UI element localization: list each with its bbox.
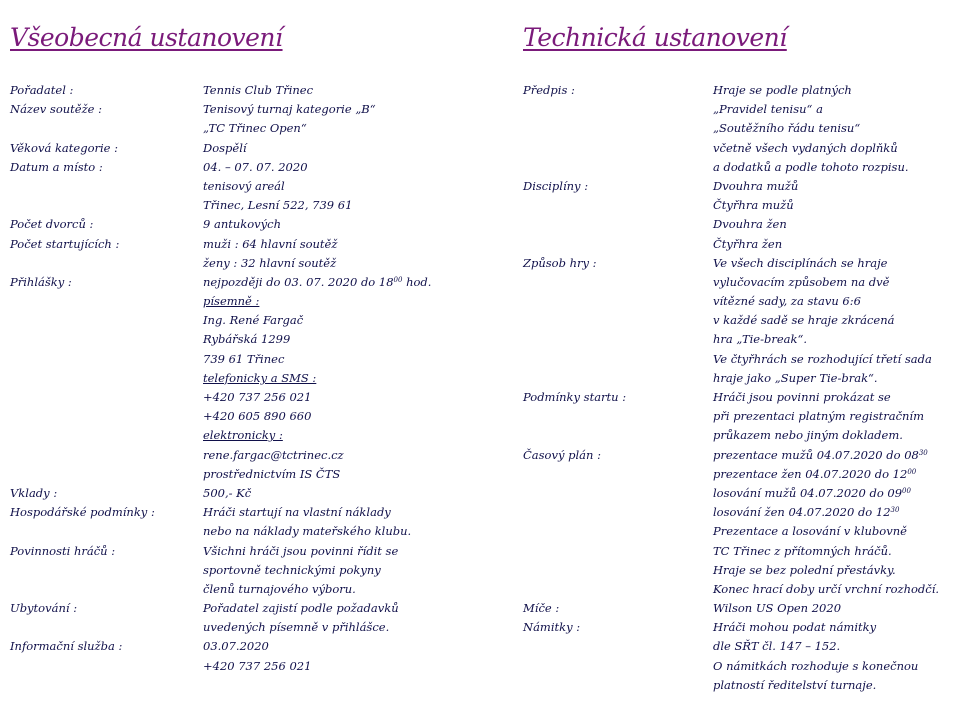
- entry-label: Informační služba :: [10, 639, 123, 654]
- entry-label: Disciplíny :: [523, 178, 589, 193]
- entry-value-text: Dospělí: [203, 140, 247, 155]
- entry-line: [10, 235, 480, 254]
- entry-value-text: Ing. René Fargač: [203, 313, 304, 328]
- entry-value: [203, 446, 344, 465]
- entry-value: [713, 254, 887, 273]
- entry-value-text: platností ředitelství turnaje.: [713, 677, 877, 692]
- entry-line: [10, 426, 480, 445]
- entry-value: [713, 618, 876, 637]
- entry-value: [203, 177, 285, 196]
- entry-value: [203, 657, 311, 676]
- entry-label: Podmínky startu :: [523, 390, 627, 404]
- entry-value: [713, 446, 928, 465]
- entry-value: [713, 522, 907, 541]
- entry-value-text: telefonicky a SMS :: [203, 370, 317, 385]
- entry-value-text: O námitkách rozhoduje s konečnou: [713, 658, 919, 673]
- entry-line: [523, 196, 953, 215]
- entry-line: [10, 369, 480, 388]
- entry-line: [523, 503, 953, 522]
- entry-value-text: prezentace žen 04.07.2020 do 12: [713, 466, 908, 481]
- entry-line: [523, 273, 953, 292]
- entry-line: [10, 292, 480, 311]
- entry-value-text: Wilson US Open 2020: [713, 601, 842, 616]
- entry-value-text: Ve čtyřhrách se rozhodující třetí sada: [713, 351, 932, 366]
- entry-value: [203, 311, 303, 330]
- entry-value: [203, 503, 391, 522]
- entry-value: [203, 350, 284, 369]
- entry-line: [10, 100, 480, 119]
- entry-value: [713, 369, 878, 388]
- entry-value-text: „Soutěžního řádu tenisu“: [713, 121, 861, 136]
- entry-line: [10, 522, 480, 541]
- contact-method-heading: [203, 426, 283, 445]
- entry-value-text: tenisový areál: [203, 178, 285, 193]
- entry-value-text: Dvouhra žen: [713, 217, 787, 232]
- entry-label: Míče :: [523, 601, 560, 616]
- entry-value: [203, 542, 398, 561]
- entry-line: [523, 542, 953, 561]
- entry-value-text: vylučovacím způsobem na dvě: [713, 274, 890, 289]
- entry-line: [10, 215, 480, 234]
- entry-label: Vklady :: [10, 485, 58, 500]
- entry-value: [713, 292, 861, 311]
- entry-value-text: +420 737 256 021: [203, 390, 312, 404]
- entry-value: [713, 119, 860, 138]
- entry-value: [713, 465, 916, 484]
- entry-line: [523, 177, 953, 196]
- entry-line: [523, 369, 953, 388]
- entry-value-text: Hraje se bez polední přestávky.: [713, 562, 896, 577]
- entry-value: [713, 177, 798, 196]
- entry-label: Hospodářské podmínky :: [10, 505, 155, 520]
- entry-value: [713, 407, 924, 426]
- entry-line: [523, 465, 953, 484]
- entry-value: [713, 350, 932, 369]
- entry-line: [523, 350, 953, 369]
- entry-value-text: „Pravidel tenisu“ a: [713, 102, 823, 117]
- entry-value-text: uvedených písemně v přihlášce.: [203, 620, 390, 635]
- entry-label: Povinnosti hráčů :: [10, 543, 116, 558]
- entry-label: Název soutěže :: [10, 102, 102, 117]
- entry-label: Pořadatel :: [10, 83, 74, 97]
- entry-line: [10, 119, 480, 138]
- entry-value: [203, 522, 411, 541]
- entry-value-text: Rybářská 1299: [203, 332, 291, 347]
- entry-line: [10, 254, 480, 273]
- entry-value: [713, 330, 807, 349]
- entry-value: [203, 580, 356, 599]
- entry-line: [523, 292, 953, 311]
- entry-line: [523, 81, 953, 100]
- entry-line: [523, 676, 953, 695]
- entry-value: [713, 676, 876, 695]
- entry-label: Námitky :: [523, 620, 581, 635]
- entry-value: [713, 503, 899, 522]
- entry-value-text: 500,- Kč: [203, 485, 252, 500]
- entry-value-text: 9 antukových: [203, 217, 281, 232]
- time-minutes: 30: [890, 506, 900, 515]
- entry-line: [523, 330, 953, 349]
- time-minutes: 00: [393, 275, 403, 284]
- time-minutes: 00: [907, 467, 917, 476]
- entry-value-text: losování mužů 04.07.2020 do 09: [713, 485, 903, 500]
- entry-line: [523, 311, 953, 330]
- entry-value: [203, 119, 307, 138]
- entry-value-text: Hráči jsou povinni prokázat se: [713, 390, 891, 404]
- entry-label: Předpis :: [523, 83, 575, 97]
- entry-value: [203, 215, 281, 234]
- entry-value-text: elektronicky :: [203, 428, 283, 443]
- entry-value-text: rene.fargac@tctrinec.cz: [203, 447, 344, 462]
- entry-value-text: muži : 64 hlavní soutěž: [203, 236, 338, 251]
- entry-value-text: Všichni hráči jsou povinni řídit se: [203, 543, 399, 558]
- entry-line: [10, 561, 480, 580]
- entry-line: [523, 254, 953, 273]
- entry-line: [10, 542, 480, 561]
- entry-line: [523, 407, 953, 426]
- entry-line: [10, 350, 480, 369]
- entry-line: [523, 388, 953, 407]
- entry-value-text: členů turnajového výboru.: [203, 581, 356, 596]
- entry-value: [713, 81, 852, 100]
- entry-value-text: sportovně technickými pokyny: [203, 562, 381, 577]
- entry-line: [10, 388, 480, 407]
- time-minutes: 30: [918, 448, 928, 457]
- entry-value-text: nejpozději do 03. 07. 2020 do 18: [203, 274, 394, 289]
- entry-value-text: při prezentaci platným registračním: [713, 409, 925, 424]
- entry-line: [10, 465, 480, 484]
- entry-value-text: 04. – 07. 07. 2020: [203, 159, 308, 174]
- entry-value: [203, 407, 311, 426]
- contact-method-heading: [203, 369, 316, 388]
- entry-value: [713, 158, 909, 177]
- contact-method-heading: [203, 292, 259, 311]
- entry-label: Časový plán :: [523, 447, 601, 462]
- entry-value: [713, 196, 794, 215]
- entry-value-text: Pořadatel zajistí podle požadavků: [203, 601, 399, 616]
- entry-line: [523, 119, 953, 138]
- entry-line: [523, 484, 953, 503]
- entry-line: [10, 177, 480, 196]
- entry-line: [10, 311, 480, 330]
- entry-line: [10, 484, 480, 503]
- entry-value: [203, 637, 269, 656]
- entry-line: [523, 426, 953, 445]
- entry-value-text: Hraje se podle platných: [713, 83, 852, 97]
- entry-value-text: „TC Třinec Open“: [203, 121, 307, 136]
- entry-line: [10, 618, 480, 637]
- entry-line: [10, 599, 480, 618]
- entry-value-text: 739 61 Třinec: [203, 351, 285, 366]
- entry-value: [203, 599, 399, 618]
- entry-value: [713, 388, 891, 407]
- entry-value-text: Hráči startují na vlastní náklady: [203, 505, 391, 520]
- entry-value: [203, 196, 352, 215]
- entry-line: [523, 235, 953, 254]
- general-provisions-heading: Všeobecná ustanovení: [10, 23, 283, 52]
- entry-value: [203, 273, 431, 292]
- entry-value: [203, 254, 336, 273]
- entry-value-text: Tennis Club Třinec: [203, 83, 314, 97]
- entry-value: [713, 273, 889, 292]
- entry-value: [203, 235, 337, 254]
- entry-value: [713, 561, 896, 580]
- entry-value: [713, 657, 918, 676]
- entry-value: [203, 561, 381, 580]
- entry-value: [713, 599, 841, 618]
- entry-line: [523, 637, 953, 656]
- entry-value-text: 03.07.2020: [203, 639, 269, 654]
- entry-value-text: a dodatků a podle tohoto rozpisu.: [713, 159, 909, 174]
- entry-label: Způsob hry :: [523, 255, 597, 270]
- entry-line: [10, 580, 480, 599]
- entry-line: [523, 446, 953, 465]
- entry-value: [203, 158, 308, 177]
- entry-value-text: +420 737 256 021: [203, 658, 312, 673]
- entry-line: [523, 618, 953, 637]
- entry-value-text: dle SŘT čl. 147 – 152.: [713, 639, 841, 654]
- entry-value: [713, 235, 782, 254]
- entry-value: [713, 139, 898, 158]
- entry-value: [203, 81, 313, 100]
- entry-value-text: včetně všech vydaných doplňků: [713, 140, 898, 155]
- entry-value: [203, 388, 311, 407]
- entry-value: [713, 580, 939, 599]
- entry-line: [10, 446, 480, 465]
- entry-line: [10, 637, 480, 656]
- entry-value: [203, 100, 376, 119]
- entry-line: [523, 580, 953, 599]
- technical-provisions-rows: [523, 81, 953, 695]
- time-minutes: 00: [902, 486, 911, 495]
- entry-value-text: průkazem nebo jiným dokladem.: [713, 428, 903, 443]
- entry-label: Počet dvorců :: [10, 217, 94, 232]
- entry-value-text: hraje jako „Super Tie-brak“.: [713, 370, 878, 385]
- entry-value: [203, 139, 247, 158]
- technical-provisions-heading: Technická ustanovení: [523, 23, 787, 52]
- entry-value-text: Prezentace a losování v klubovně: [713, 524, 907, 539]
- entry-label: Datum a místo :: [10, 159, 103, 174]
- entry-line: [523, 215, 953, 234]
- entry-line: [523, 561, 953, 580]
- entry-value-text: Konec hrací doby určí vrchní rozhodčí.: [713, 581, 940, 596]
- entry-value-text: Čtyřhra mužů: [713, 198, 794, 213]
- entry-value-text: prezentace mužů 04.07.2020 do 08: [713, 447, 919, 462]
- entry-value-text: hra „Tie-break“.: [713, 332, 808, 347]
- entry-value: [203, 465, 340, 484]
- entry-line: [523, 657, 953, 676]
- entry-label: Věková kategorie :: [10, 140, 119, 155]
- entry-value-text: v každé sadě se hraje zkrácená: [713, 313, 895, 328]
- entry-value-text: písemně :: [203, 294, 260, 309]
- entry-line: [523, 522, 953, 541]
- entry-value-text: Třinec, Lesní 522, 739 61: [203, 198, 353, 213]
- entry-line: [10, 139, 480, 158]
- entry-value-text: Tenisový turnaj kategorie „B“: [203, 102, 376, 117]
- entry-value-text: Čtyřhra žen: [713, 236, 783, 251]
- entry-value-text: vítězné sady, za stavu 6:6: [713, 294, 861, 309]
- entry-value: [713, 484, 911, 503]
- entry-line: [10, 407, 480, 426]
- entry-label: Ubytování :: [10, 601, 78, 616]
- entry-value: [203, 330, 290, 349]
- entry-value-text: Ve všech disciplínách se hraje: [713, 255, 888, 270]
- entry-value-text: nebo na náklady mateřského klubu.: [203, 524, 412, 539]
- entry-line: [10, 81, 480, 100]
- entry-value-text: prostřednictvím IS ČTS: [203, 466, 341, 481]
- entry-value-text: +420 605 890 660: [203, 409, 312, 424]
- entry-value-text: losování žen 04.07.2020 do 12: [713, 505, 891, 520]
- entry-line: [10, 273, 480, 292]
- entry-line: [10, 196, 480, 215]
- entry-value-suffix: hod.: [402, 274, 432, 289]
- entry-value: [713, 542, 892, 561]
- entry-value: [713, 100, 823, 119]
- entry-line: [10, 503, 480, 522]
- entry-line: [523, 599, 953, 618]
- entry-value: [713, 637, 840, 656]
- entry-value: [203, 618, 389, 637]
- entry-label: Počet startujících :: [10, 236, 120, 251]
- entry-value: [713, 311, 894, 330]
- entry-line: [523, 139, 953, 158]
- entry-value: [203, 484, 251, 503]
- entry-line: [10, 158, 480, 177]
- entry-value-text: Hráči mohou podat námitky: [713, 620, 877, 635]
- entry-value-text: Dvouhra mužů: [713, 178, 799, 193]
- entry-label: Přihlášky :: [10, 274, 72, 289]
- entry-value-text: ženy : 32 hlavní soutěž: [203, 255, 337, 270]
- entry-line: [523, 100, 953, 119]
- entry-line: [523, 158, 953, 177]
- entry-line: [10, 657, 480, 676]
- entry-value: [713, 215, 787, 234]
- entry-line: [10, 330, 480, 349]
- entry-value-text: TC Třinec z přítomných hráčů.: [713, 543, 892, 558]
- general-provisions-rows: [10, 81, 480, 676]
- entry-value: [713, 426, 903, 445]
